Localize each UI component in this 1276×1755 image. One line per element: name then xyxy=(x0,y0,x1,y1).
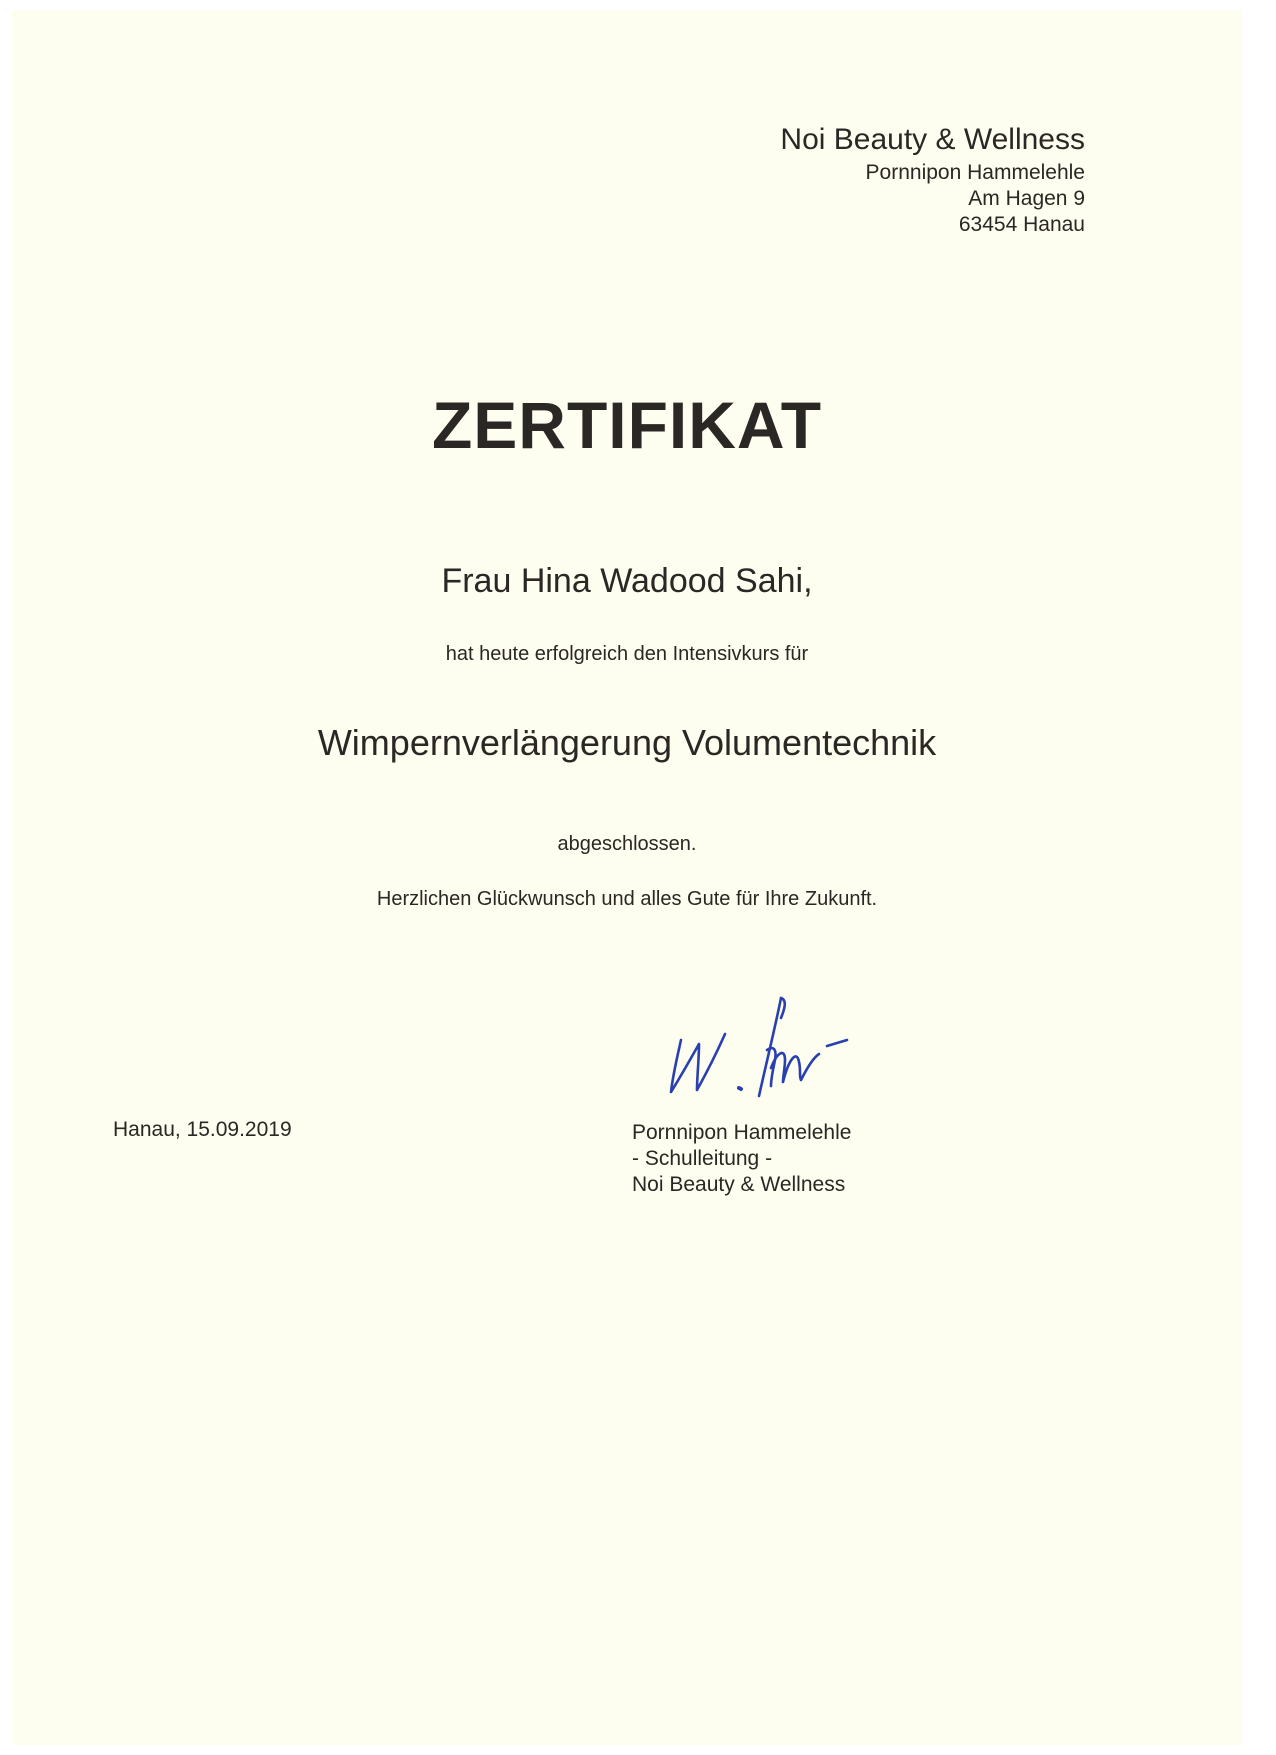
signer-role: - Schulleitung - xyxy=(632,1147,773,1170)
recipient-name: Frau Hina Wadood Sahi, xyxy=(441,562,813,600)
place-date: Hanau, 15.09.2019 xyxy=(113,1118,292,1141)
signer-name: Pornnipon Hammelehle xyxy=(632,1121,852,1144)
company-name: Noi Beauty & Wellness xyxy=(780,123,1085,156)
signer-block xyxy=(632,1120,851,1198)
certificate-paper xyxy=(12,10,1242,1745)
completed-text: abgeschlossen. xyxy=(557,833,697,855)
signer-company: Noi Beauty & Wellness xyxy=(632,1173,846,1196)
company-owner: Pornnipon Hammelehle xyxy=(865,161,1085,184)
handwritten-signature xyxy=(667,988,877,1108)
company-street: Am Hagen 9 xyxy=(968,187,1085,210)
intro-text: hat heute erfolgreich den Intensivkurs für xyxy=(445,643,809,665)
course-name: Wimpernverlängerung Volumentechnik xyxy=(317,722,937,763)
congratulations-text: Herzlichen Glückwunsch und alles Gute für Ihre Zukunft. xyxy=(376,888,878,910)
company-header xyxy=(780,120,1085,238)
company-city: 63454 Hanau xyxy=(958,213,1085,236)
certificate-title: ZERTIFIKAT xyxy=(431,388,823,462)
